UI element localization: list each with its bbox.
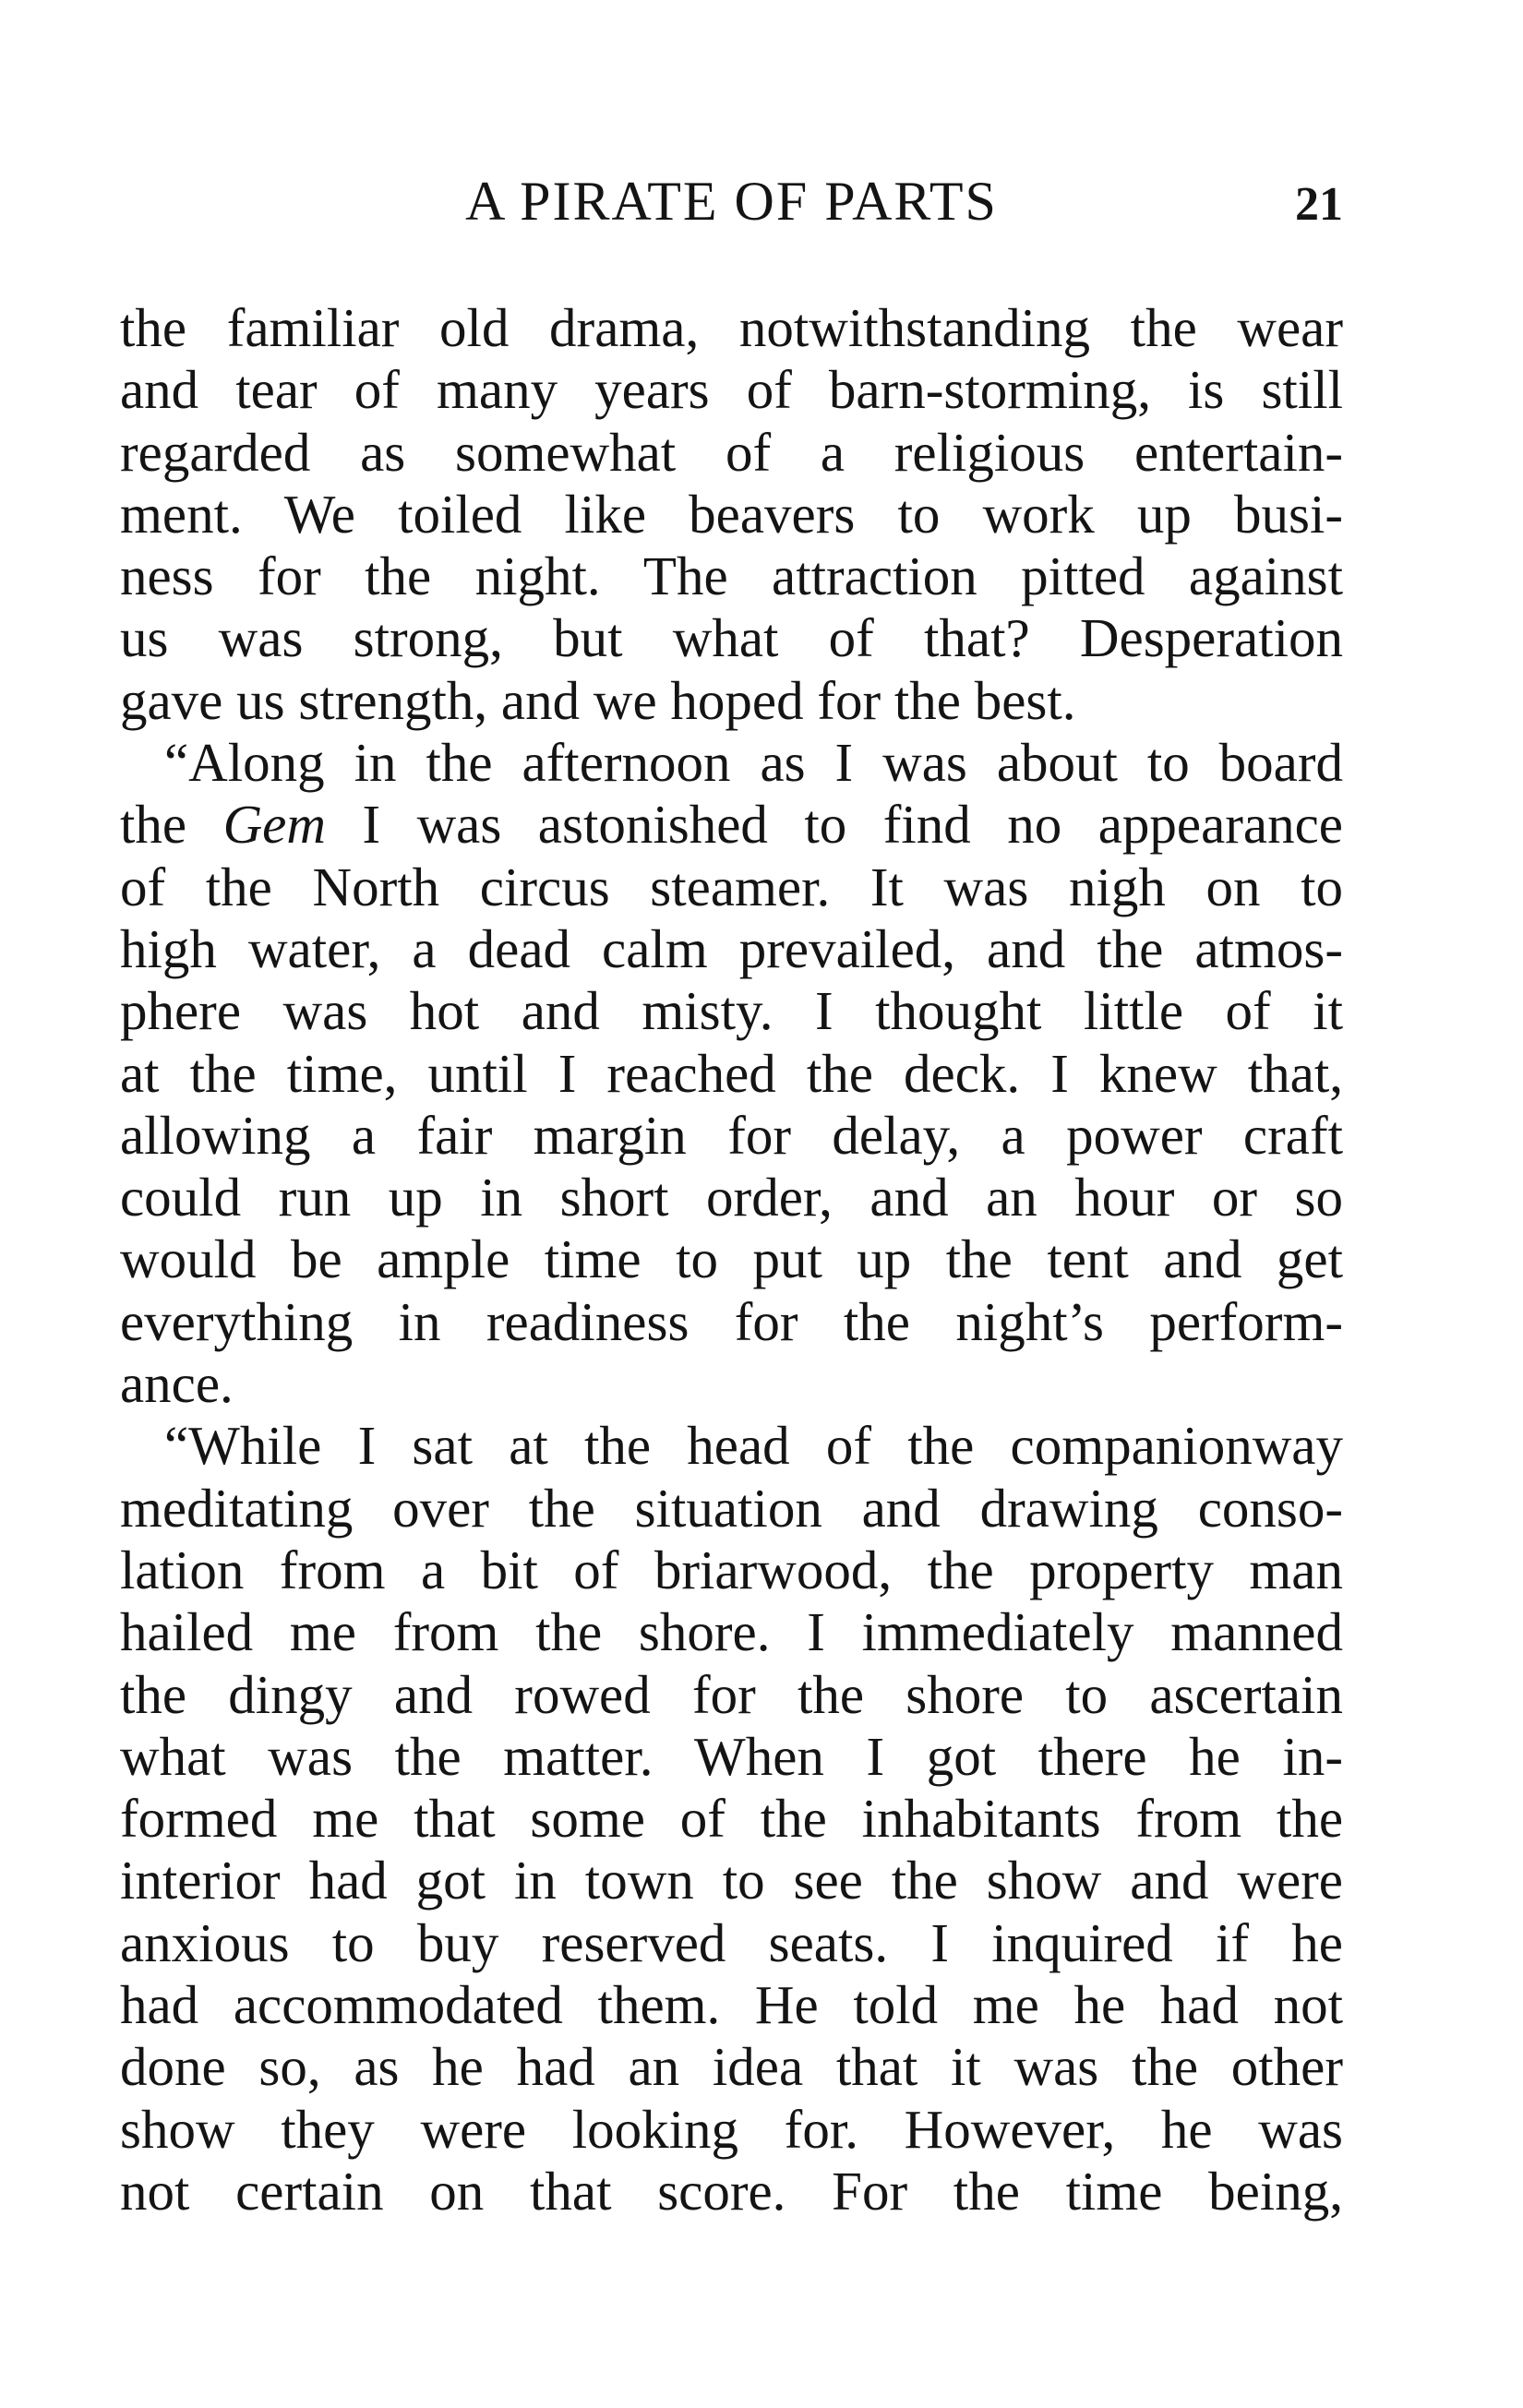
text-run: the <box>120 794 223 856</box>
text-line: “While I sat at the head of the companionway <box>164 1415 1343 1477</box>
text-line: phere was hot and misty. I thought little of it <box>120 980 1343 1042</box>
running-title: A PIRATE OF PARTS <box>465 171 998 232</box>
ship-name-italic: Gem <box>222 794 326 856</box>
text-line: anxious to buy reserved seats. I inquired if he <box>120 1911 1343 1973</box>
text-line: gave us strength, and we hoped for the best. <box>120 669 1076 731</box>
text-line: high water, a dead calm prevailed, and the atmos- <box>120 917 1343 979</box>
text-line: interior had got in town to see the show and were <box>120 1850 1343 1911</box>
text-line: and tear of many years of barn-storming, is still <box>120 359 1343 421</box>
text-line: could run up in short order, and an hour or so <box>120 1167 1343 1228</box>
text-line: meditating over the situation and drawing conso- <box>120 1477 1343 1539</box>
text-line: show they were looking for. However, he was <box>120 2098 1343 2160</box>
text-line: formed me that some of the inhabitants from the <box>120 1788 1343 1850</box>
text-line: would be ample time to put up the tent and get <box>120 1228 1343 1290</box>
text-line: “Along in the afternoon as I was about to board <box>164 732 1343 794</box>
text-line: allowing a fair margin for delay, a power craft <box>120 1104 1343 1166</box>
text-line: what was the matter. When I got there he in- <box>120 1725 1343 1787</box>
text-line: not certain on that score. For the time being, <box>120 2160 1343 2222</box>
text-line: ance. <box>120 1353 234 1415</box>
text-line <box>120 794 1343 856</box>
text-line: the familiar old drama, notwithstanding the wear <box>120 297 1343 358</box>
text-run: I was astonished to find no appearance <box>325 794 1343 856</box>
text-line: the dingy and rowed for the shore to ascertain <box>120 1663 1343 1725</box>
text-line: done so, as he had an idea that it was the other <box>120 2036 1343 2098</box>
text-line: had accommodated them. He told me he had not <box>120 1974 1343 2036</box>
text-line: regarded as somewhat of a religious entertain- <box>120 421 1343 483</box>
text-line: at the time, until I reached the deck. I knew that, <box>120 1042 1343 1104</box>
text-line: ment. We toiled like beavers to work up busi- <box>120 483 1343 545</box>
page-number: 21 <box>1295 178 1343 231</box>
text-line: everything in readiness for the night’s perform- <box>120 1290 1343 1352</box>
text-line: us was strong, but what of that? Desperation <box>120 607 1343 669</box>
page-header <box>120 164 1343 238</box>
text-line: hailed me from the shore. I immediately manned <box>120 1601 1343 1663</box>
text-line: of the North circus steamer. It was nigh on to <box>120 856 1343 917</box>
text-line: ness for the night. The attraction pitted against <box>120 545 1343 607</box>
body-text <box>120 297 1343 2222</box>
text-line: lation from a bit of briarwood, the property man <box>120 1539 1343 1600</box>
